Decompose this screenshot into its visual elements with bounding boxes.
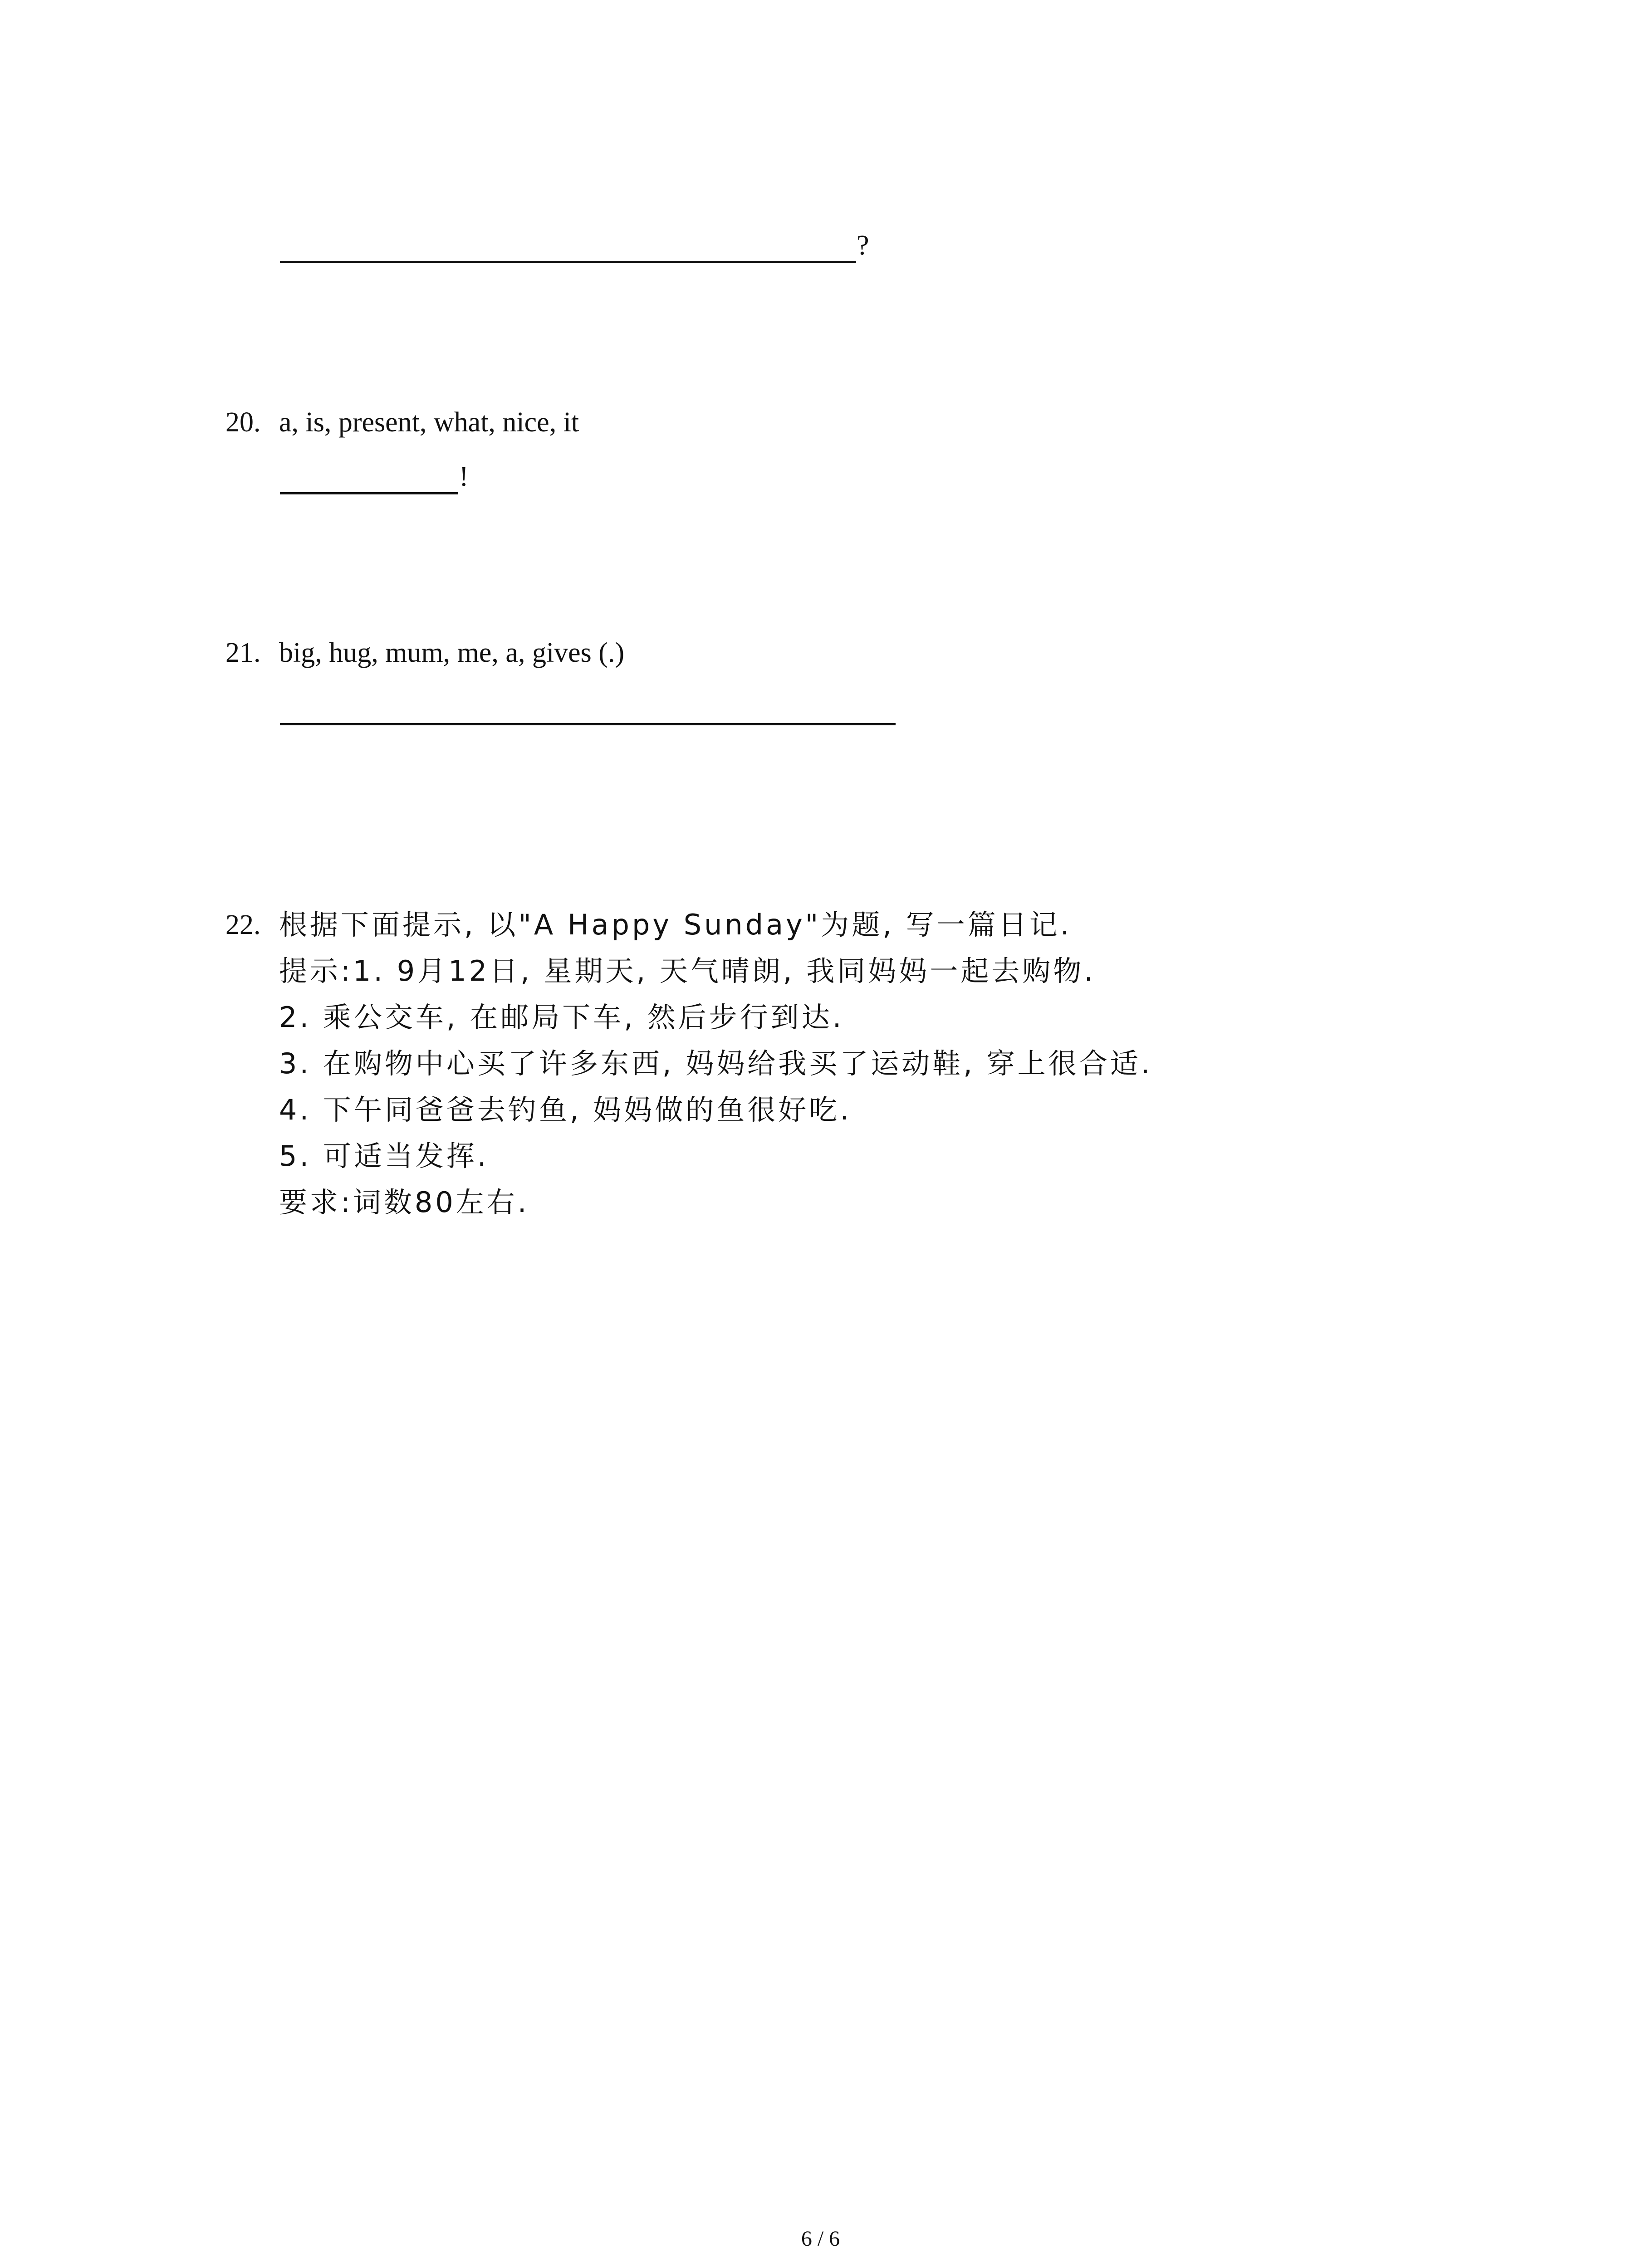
- q22-hint-line: 提示:1. 9月12日, 星期天, 天气晴朗, 我同妈妈一起去购物.: [279, 954, 1096, 987]
- q20-answer-blank[interactable]: [280, 492, 458, 494]
- q21-number: 21.: [225, 637, 261, 668]
- q22-number: 22.: [225, 909, 261, 940]
- q22-hint-line: 3. 在购物中心买了许多东西, 妈妈给我买了运动鞋, 穿上很合适.: [279, 1047, 1153, 1080]
- q20-words: a, is, present, what, nice, it: [279, 407, 579, 438]
- q21-words: big, hug, mum, me, a, gives (.): [279, 637, 625, 668]
- q20-end-mark: !: [459, 461, 469, 492]
- page-number: 6 / 6: [801, 2227, 840, 2251]
- q22-hint-line: 4. 下午同爸爸去钓鱼, 妈妈做的鱼很好吃.: [279, 1093, 852, 1126]
- q19-answer-blank[interactable]: [280, 261, 856, 263]
- q19-end-mark: ?: [857, 230, 869, 261]
- q22-prompt: 根据下面提示, 以"A Happy Sunday"为题, 写一篇日记.: [279, 908, 1072, 941]
- q22-requirement: 要求:词数80左右.: [279, 1186, 529, 1219]
- q22-hint-line: 5. 可适当发挥.: [279, 1139, 489, 1173]
- q21-answer-blank[interactable]: [280, 723, 896, 725]
- q22-hint-line: 2. 乘公交车, 在邮局下车, 然后步行到达.: [279, 1001, 844, 1034]
- q20-number: 20.: [225, 407, 261, 438]
